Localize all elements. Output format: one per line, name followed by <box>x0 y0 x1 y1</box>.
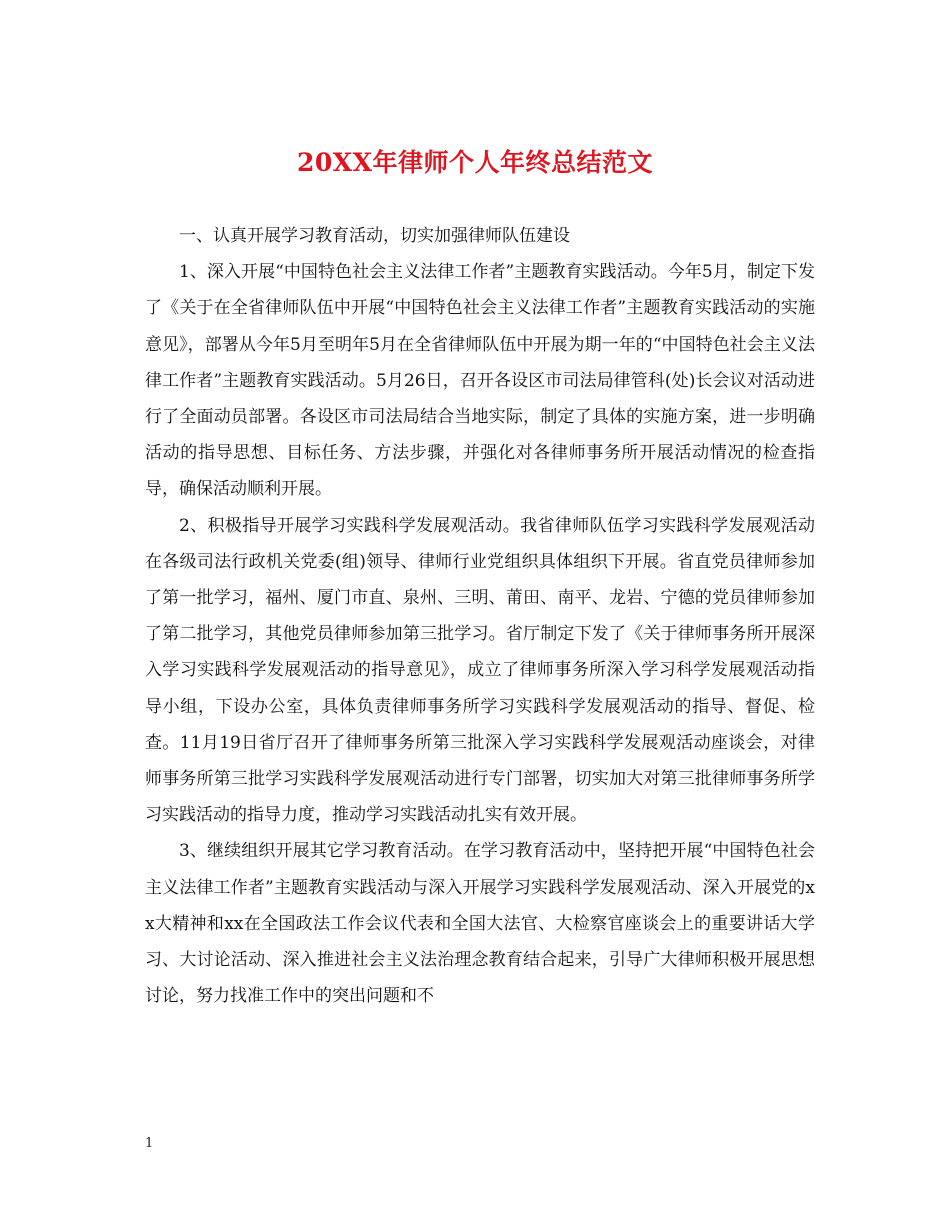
paragraph-2: 2、积极指导开展学习实践科学发展观活动。我省律师队伍学习实践科学发展观活动在各级司法行政机关党委(组)领导、律师行业党组织具体组织下开展。省直党员律师参加了第一批学习，福州、厦门市直、泉州、三明、莆田、南平、龙岩、宁德的党员律师参加了第二批学习，其他党员律师参加第三批学习。省厅制定下发了《关于律师事务所开展深入学习实践科学发展观活动的指导意见》，成立了律师事务所深入学习科学发展观活动指导小组，下设办公室，具体负责律师事务所学习实践科学发展观活动的指导、督促、检查。11月19日省厅召开了律师事务所第三批深入学习实践科学发展观活动座谈会，对律师事务所第三批学习实践科学发展观活动进行专门部署，切实加大对第三批律师事务所学习实践活动的指导力度，推动学习实践活动扎实有效开展。 <box>145 515 815 826</box>
paragraph-3: 3、继续组织开展其它学习教育活动。在学习教育活动中，坚持把开展“中国特色社会主义法律工作者”主题教育实践活动与深入开展学习实践科学发展观活动、深入开展党的xx大精神和xx在全国政法工作会议代表和全国大法官、大检察官座谈会上的重要讲话大学习、大讨论活动、深入推进社会主义法治理念教育结合起来，引导广大律师积极开展思想讨论，努力找准工作中的突出问题和不 <box>145 841 815 1007</box>
page-number: 1 <box>145 1136 154 1151</box>
section-heading: 一、认真开展学习教育活动，切实加强律师队伍建设 <box>179 226 570 246</box>
document-body <box>145 218 815 1014</box>
paragraph-1: 1、深入开展“中国特色社会主义法律工作者”主题教育实践活动。今年5月，制定下发了《关于在全省律师队伍中开展“中国特色社会主义法律工作者”主题教育实践活动的实施意见》，部署从今年5月至明年5月在全省律师队伍中开展为期一年的“中国特色社会主义法律工作者”主题教育实践活动。5月26日，召开各设区市司法局律管科(处)长会议对活动进行了全面动员部署。各设区市司法局结合当地实际，制定了具体的实施方案，进一步明确活动的指导思想、目标任务、方法步骤，并强化对各律师事务所开展活动情况的检查指导，确保活动顺利开展。 <box>145 262 815 500</box>
document-title: 20XX年律师个人年终总结范文 <box>296 148 654 177</box>
